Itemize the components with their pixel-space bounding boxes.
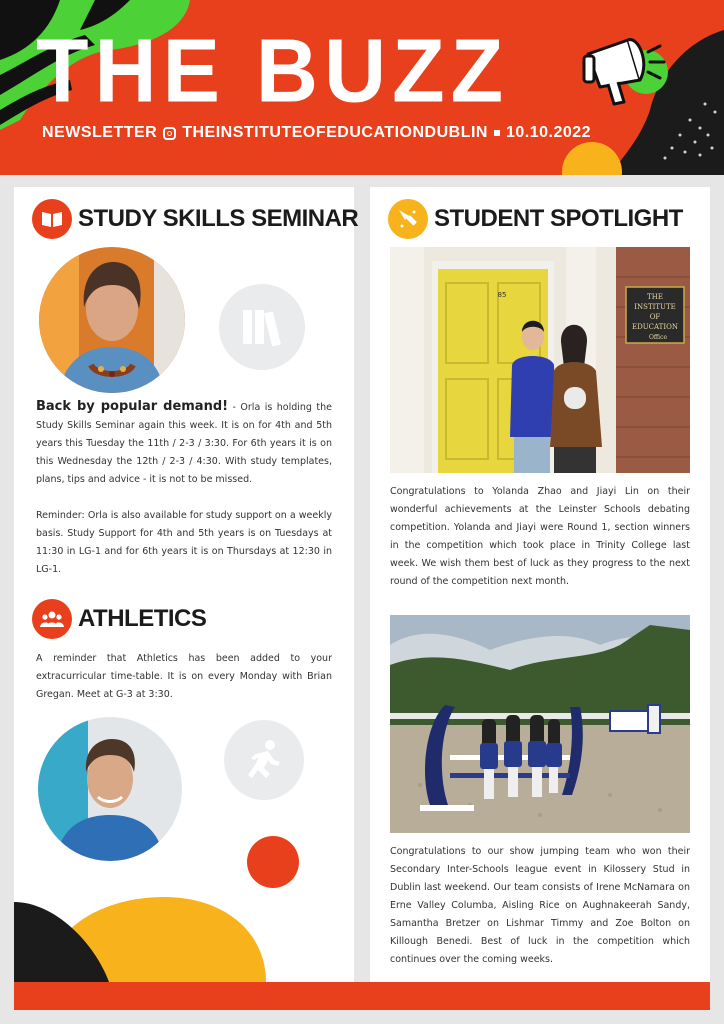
study-skills-para1: - Orla is holding the Study Skills Seminar again this week. It is on for 4th and 5th years this Tuesday the 11th / 2-3 / 3:30. For 6th years it is on this Wednesday the 12th / 2-3 / 4:30. With study templates, plans, tips and advice - it is not to be missed. xyxy=(36,402,332,485)
left-column-card xyxy=(14,187,359,982)
athletics-heading xyxy=(32,599,206,639)
sign-line-4: EDUCATION xyxy=(632,323,678,331)
newsletter-title: THE BUZZ xyxy=(36,20,510,122)
megaphone-icon xyxy=(578,32,668,112)
spotlight-icon xyxy=(388,199,428,239)
separator-square xyxy=(494,130,500,136)
athletics-title: ATHLETICS xyxy=(78,605,207,632)
newsletter-subline xyxy=(42,124,591,142)
footer-bar xyxy=(14,982,710,1010)
door-number: 85 xyxy=(497,291,507,299)
book-icon xyxy=(32,199,72,239)
showjumping-photo xyxy=(390,615,690,833)
study-skills-text xyxy=(36,398,332,489)
decorative-shapes xyxy=(14,802,354,982)
athletics-text: A reminder that Athletics has been added to your extracurricular time-table. It is on every Monday with Brian Gregan. Meet at G-3 at 3:30. xyxy=(36,653,332,700)
issue-date: 10.10.2022 xyxy=(505,124,592,141)
debating-text: Congratulations to Yolanda Zhao and Jiayi Lin on their wonderful achievements at the Leinster Schools debating competition. Yolanda and Jiayi were Round 1, section winners in the competition which took place in Trinity College last week. We wish them best of luck as they progress to the next round of the competition next month. xyxy=(390,486,690,587)
orla-photo xyxy=(39,247,185,393)
newsletter-header xyxy=(0,0,724,175)
instagram-handle[interactable]: THEINSTITUTEOFEDUCATIONDUBLIN xyxy=(182,124,488,141)
study-skills-reminder: Reminder: Orla is also available for study support on a weekly basis. Study Support for 4th and 5th years is on Tuesdays at 11:30 in LG-1 and for 6th years it is on Thursdays at 12:30 in LG-1. xyxy=(36,510,332,575)
study-skills-title: STUDY SKILLS SEMINAR xyxy=(78,205,359,232)
spotlight-heading xyxy=(388,199,683,239)
right-column-card xyxy=(370,187,710,982)
newsletter-label: NEWSLETTER xyxy=(42,124,158,141)
sign-line-2: INSTITUTE xyxy=(634,303,676,311)
sign-line-3: OF xyxy=(649,313,661,321)
showjumping-text: Congratulations to our show jumping team who won their Secondary Inter-Schools league event in Kilossery Stud in Dublin last weekend. Our team consists of Irene McNamara on Erne Valley Columba, Aisling Rice on Aughnakeerah Sandy, Samantha Bretzer on Lishmar Timmy and Zoe Bolton on Killough Benedi. Best of luck in the competition which continues over the coming weeks. xyxy=(390,846,690,965)
sign-line-1: THE xyxy=(647,293,663,301)
books-icon xyxy=(219,284,305,370)
debating-photo xyxy=(390,247,690,473)
sign-line-5: Office xyxy=(648,334,668,341)
group-icon xyxy=(32,599,72,639)
spotlight-title: STUDENT SPOTLIGHT xyxy=(434,205,683,232)
instagram-icon xyxy=(163,127,176,140)
study-skills-lead: Back by popular demand! xyxy=(36,399,229,414)
runner-icon xyxy=(224,720,304,800)
study-skills-heading xyxy=(32,199,358,239)
